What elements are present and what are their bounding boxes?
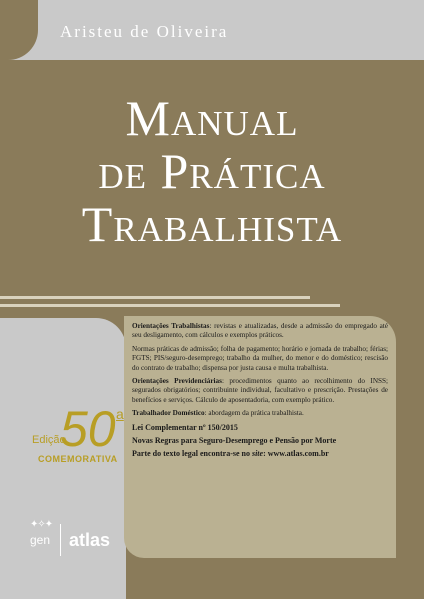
heading-previdenciarias: Orientações Previdenciárias — [132, 377, 222, 386]
gen-logo — [30, 519, 53, 547]
edition-word: Edição — [32, 434, 66, 446]
site-note-site: site — [251, 449, 264, 459]
atlas-logo: atlas — [69, 529, 111, 550]
site-note-b: : www.atlas.com.br — [263, 449, 329, 459]
title-line-3: Trabalhista — [81, 196, 343, 252]
edition-superscript: a — [116, 406, 124, 422]
site-note-a: Parte do texto legal encontra-se no — [132, 449, 252, 459]
novas-regras: Novas Regras para Seguro-Desemprego e Pensão por Morte — [132, 436, 337, 446]
para-domestico — [132, 409, 388, 418]
text-trabalhistas: : revistas e atualizadas, desde a admissão do empregado até seu desligamento, com cálculos e exemplos práticos. — [132, 322, 388, 340]
title-line-2: de Prática — [98, 143, 326, 199]
publisher-logos — [30, 520, 110, 560]
gen-text: gen — [30, 533, 51, 547]
logo-divider — [60, 524, 61, 556]
edition-badge — [30, 401, 130, 470]
lei-complementar: Lei Complementar nº 150/2015 — [132, 422, 238, 432]
text-domestico: : abordagem da prática trabalhista. — [204, 409, 304, 418]
text-previdenciarias: : procedimentos quanto ao recolhimento do INSS; segurados obrigatórios; contribuinte individual, facultativo e prescrição. Prestações de benefícios e serviços. Cálculo de aposentadoria, com exemplo prático. — [132, 377, 388, 404]
site-note — [132, 449, 388, 458]
heading-trabalhistas: Orientações Trabalhistas — [132, 322, 210, 330]
stars-icon: ✦✧✦ — [30, 519, 53, 530]
content-panel — [124, 316, 396, 558]
para-previdenciarias — [132, 377, 388, 405]
book-title — [0, 92, 424, 251]
edition-number: 50 — [60, 401, 116, 457]
author-name: Aristeu de Oliveira — [60, 22, 229, 41]
para-trabalhistas — [132, 322, 388, 341]
divider-line-2 — [0, 304, 340, 307]
para-normas: Normas práticas de admissão; folha de pagamento; horário e jornada de trabalho; férias; FGTS; PIS/seguro-desemprego; trabalho da mulher, do menor e do doméstico; rescisão do contrato de trabalho; dispensa por justa causa e multa trabalhista. — [132, 344, 388, 372]
edition-label: COMEMORATIVA — [38, 454, 118, 464]
heading-domestico: Trabalhador Doméstico — [132, 409, 205, 418]
divider-line-1 — [0, 296, 310, 299]
title-line-1: Manual — [125, 90, 299, 146]
